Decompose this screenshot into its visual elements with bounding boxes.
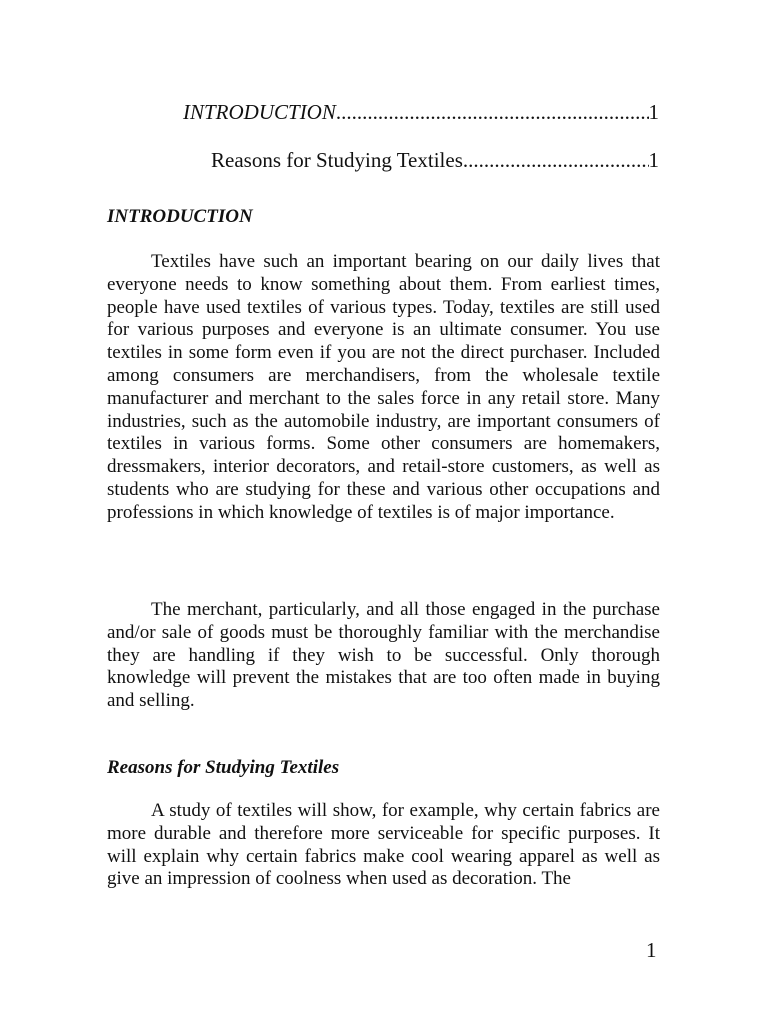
toc-entry-label: INTRODUCTION (183, 100, 336, 124)
toc-leader-dots (463, 146, 649, 174)
body-paragraph: The merchant, particularly, and all those engaged in the purchase and/or sale of goods must be thoroughly familiar with the merchandise they are handling if they wish to be successful. Only thorough knowledge will prevent the mistakes that are too often made in buying and selling. (107, 599, 660, 712)
section-heading-introduction: INTRODUCTION (107, 206, 253, 227)
toc-entry-page: 1 (648, 100, 659, 124)
toc-entry-introduction[interactable] (183, 98, 659, 126)
body-paragraph: Textiles have such an important bearing on our daily lives that everyone needs to know something about them. From earliest times, people have used textiles of various types. Today, textiles are still used for various purposes and everyone is an ultimate consumer. You use textiles in some form even if you are not the direct purchaser. Included among consumers are merchandisers, from the wholesale textile manufacturer and merchant to the sales force in any retail store. Many industries, such as the automobile industry, are important consumers of textiles in various forms. Some other consumers are homemakers, dressmakers, interior decorators, and retail-store customers, as well as students who are studying for these and various other occupations and professions in which knowledge of textiles is of major importance. (107, 251, 660, 523)
section-heading-reasons: Reasons for Studying Textiles (107, 757, 340, 778)
page-number: 1 (646, 938, 657, 962)
toc-entry-label: Reasons for Studying Textiles (211, 148, 463, 172)
toc-leader-dots (336, 98, 649, 126)
body-paragraph: A study of textiles will show, for example, why certain fabrics are more durable and therefore more serviceable for specific purposes. It will explain why certain fabrics make cool wearing apparel as well as give an impression of coolness when used as decoration. The (107, 800, 660, 890)
toc-entry-reasons[interactable] (211, 146, 659, 174)
toc-entry-page: 1 (648, 148, 659, 172)
